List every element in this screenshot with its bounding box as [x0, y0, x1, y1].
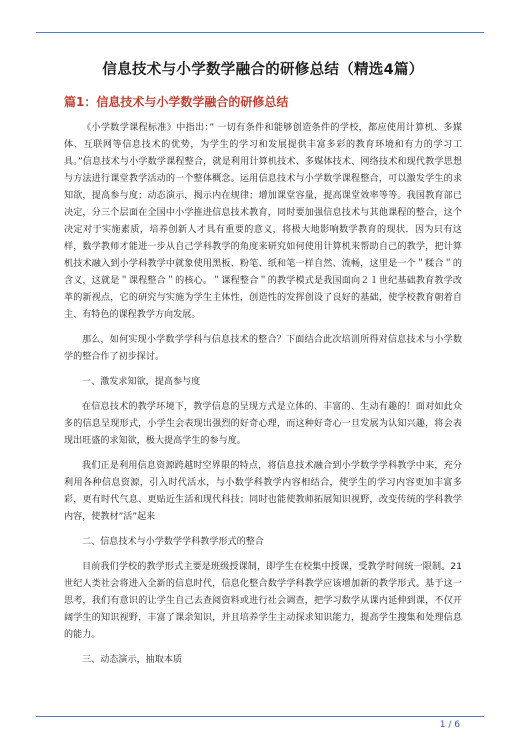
footer-rule	[36, 716, 484, 717]
section-title: 篇1：信息技术与小学数学融合的研修总结	[64, 95, 289, 109]
heading-2: 二、信息技术与小学数学学科教学形式的整合	[82, 537, 264, 547]
paragraph-question: 那么，如何实现小学数学学科与信息技术的整合？下面结合此次培训所得对信息技术与小学数学的整合作了初步探讨。	[64, 335, 462, 362]
heading-3: 三、动态演示，抽取本质	[82, 655, 183, 665]
paragraph-h2-a: 目前我们学校的教学形式主要是班级授课制，即学生在校集中授课，受教学时间统一限制。21世纪人类社会将进入全新的信息时代，信息化整合数学学科教学应该增加新的教学形式。基于这一思考，我们有意识的让学生自己去查阅资料或进行社会调查，把学习数学从课内延伸到课，不仅开阔学生的知识视野，丰富了课余知识，并且培养学生主动探求知识能力，提高学生搜集和处理信息的能力。	[64, 562, 462, 640]
document-body	[64, 58, 462, 677]
document-title: 信息技术与小学数学融合的研修总结（精选4篇）	[102, 62, 424, 78]
heading-1: 一、激发求知欲，提高参与度	[82, 377, 201, 387]
header-rule	[36, 32, 484, 33]
paragraph-h1-a: 在信息技术的教学环境下，教学信息的呈现方式是立体的、丰富的、生动有趣的！面对如此众多的信息呈现形式，小学生会表现出强烈的好奇心理，而这种好奇心一旦发展为认知兴趣，将会表现出旺盛的求知欲，极大提高学生的参与度。	[64, 402, 462, 446]
page-number: 1 / 6	[439, 720, 460, 730]
paragraph-h1-b: 我们正是利用信息资源跨越时空界限的特点，将信息技术融合到小学数学学科教学中来，充分利用各种信息资源，引入时代活水，与小数学科教学内容相结合，使学生的学习内容更加丰富多彩，更有时代气息、更贴近生活和现代科技；同时也能使教师拓展知识视野，改变传统的学科教学内容，使教材”活”起来	[64, 461, 462, 522]
paragraph-intro: 《小学数学课程标准》中指出：” 一切有条件和能够创造条件的学校，都应使用计算机、多媒体、互联网等信息技术的优势，为学生的学习和发展提供丰富多彩的教育环境和有力的学习工具。”信息技术与小学数学课程整合，就是利用计算机技术、多媒体技术、网络技术和现代教学思想与方法进行课堂教学活动的一个整体概念。运用信息技术与小学数学课程整合，可以激发学生的求知欲，提高参与度；动态演示，揭示内在规律；增加课堂容量，提高课堂效率等等。我国教育部已决定，分三个层面在全国中小学推进信息技术教育，同时要加强信息技术与其他课程的整合，这个决定对于实施素质，培养创新人才具有重要的意义，将极大地影响数学教育的现状．因为只有这样，数学教师才能进一步从自己学科教学的角度来研究如何使用计算机来帮助自己的教学，把计算机技术融入到小学科教学中就象使用黑板、粉笔、纸和笔一样自然、流畅，这里是一个＂糅合＂的含义，这就是＂课程整合＂的核心。＂课程整合＂的教学模式是我国面向２１世纪基础教育教学改革的新视点，它的研究与实施为学生主体性，创造性的发挥创设了良好的基础，使学校教育朝着自主、有特色的课程教学方向发展。	[64, 123, 462, 320]
